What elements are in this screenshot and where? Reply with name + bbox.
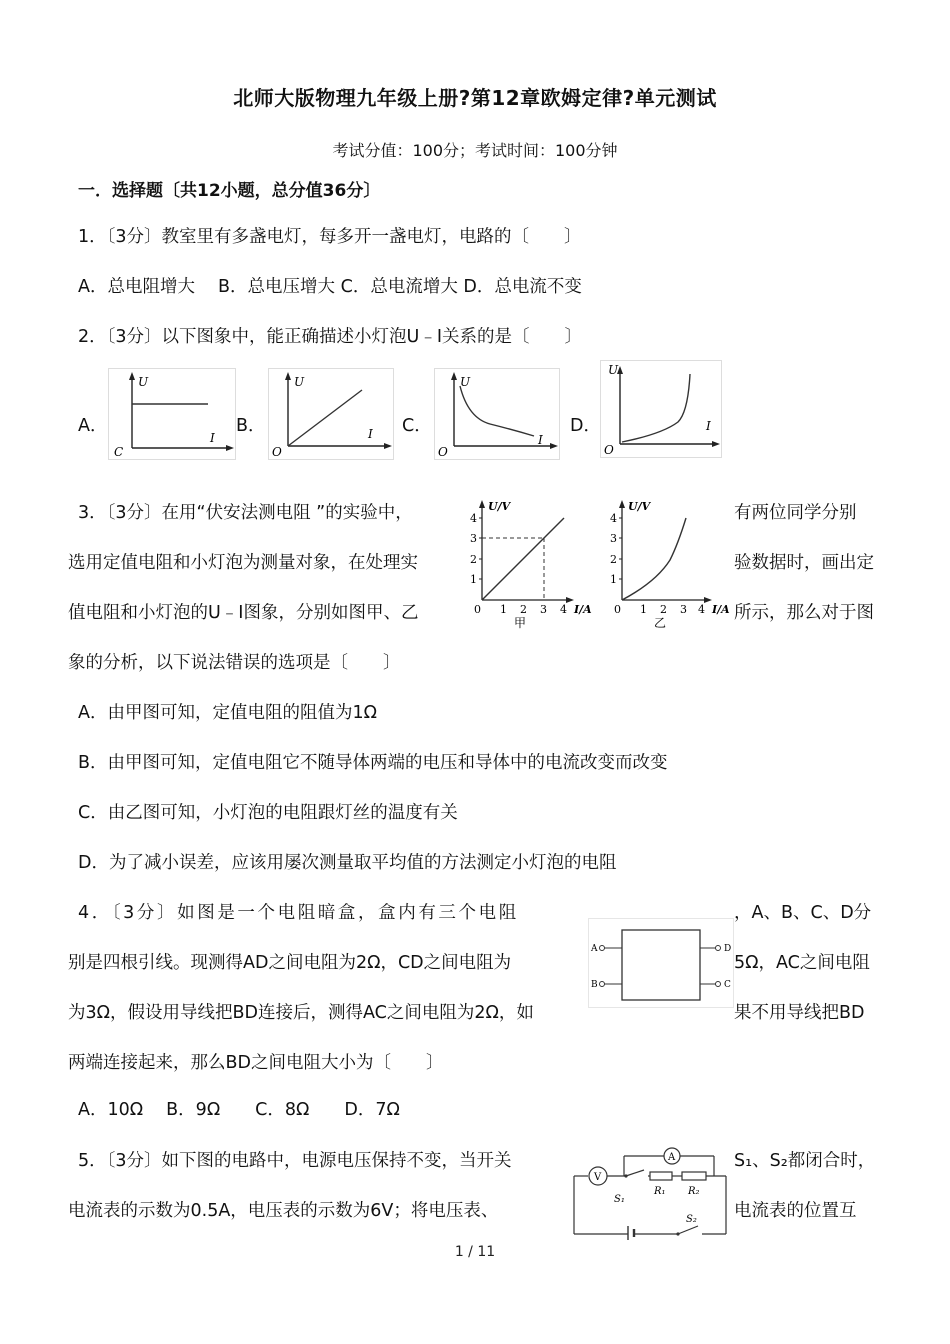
svg-text:I/A: I/A	[712, 603, 730, 616]
origin-label: O	[604, 443, 614, 457]
q2-graph-d	[600, 360, 722, 458]
svg-text:4: 4	[470, 512, 477, 525]
svg-text:I/A: I/A	[574, 603, 592, 616]
q4-line-4: 两端连接起来，那么BD之间电阻大小为〔 〕	[68, 1053, 444, 1073]
svg-text:3: 3	[470, 532, 477, 545]
u-axis-label: U	[460, 375, 471, 389]
svg-text:乙: 乙	[654, 616, 667, 630]
q4-line-2-right: 5Ω，AC之间电阻	[734, 953, 870, 973]
svg-text:3: 3	[680, 603, 687, 616]
svg-text:4: 4	[610, 512, 617, 525]
svg-text:2: 2	[470, 553, 477, 566]
q2-graph-a	[108, 368, 236, 460]
svg-text:C: C	[724, 980, 731, 990]
svg-text:1: 1	[500, 603, 507, 616]
svg-text:A: A	[668, 1152, 676, 1163]
q3-line-1-left: 3．〔3分〕在用“伏安法测电阻 ”的实验中，	[78, 503, 413, 523]
q5-line-1-left: 5．〔3分〕如下图的电路中，电源电压保持不变，当开关	[78, 1151, 512, 1171]
svg-text:D: D	[724, 944, 732, 954]
q3-option-c: C．由乙图可知，小灯泡的电阻跟灯丝的温度有关	[78, 803, 458, 823]
q2-stem: 2．〔3分〕以下图象中，能正确描述小灯泡U﹣I关系的是〔 〕	[78, 327, 582, 347]
q2-option-d-label: D．	[570, 416, 601, 436]
q4-line-2-left: 别是四根引线。现测得AD之间电阻为2Ω，CD之间电阻为	[68, 953, 512, 973]
q5-line-2-left: 电流表的示数为0.5A，电压表的示数为6V；将电压表、	[68, 1201, 499, 1221]
q2-option-c-label: C．	[402, 416, 432, 436]
q4-resistor-box	[588, 918, 734, 1008]
origin-label: O	[272, 445, 282, 459]
q3-line-1-right: 有两位同学分别	[734, 503, 857, 523]
graph-jia	[470, 500, 592, 630]
q3-line-3-right: 所示，那么对于图	[734, 603, 874, 623]
svg-text:R₂: R₂	[688, 1186, 700, 1197]
svg-text:2: 2	[520, 603, 527, 616]
q3-graphs	[464, 496, 732, 630]
q5-line-2-right: 电流表的位置互	[734, 1201, 857, 1221]
svg-text:S₂: S₂	[686, 1214, 697, 1225]
q4-line-3-right: 果不用导线把BD	[734, 1003, 865, 1023]
i-axis-label: I	[538, 433, 543, 447]
q3-line-4: 象的分析，以下说法错误的选项是〔 〕	[68, 653, 401, 673]
q4-options: A．10Ω B．9Ω C．8Ω D．7Ω	[78, 1100, 400, 1120]
svg-text:0: 0	[474, 603, 481, 616]
q3-option-d: D．为了减小误差，应该用屡次测量取平均值的方法测定小灯泡的电阻	[78, 853, 617, 873]
q4-line-3-left: 为3Ω，假设用导线把BD连接后，测得AC之间电阻为2Ω，如	[68, 1003, 534, 1023]
q5-circuit-diagram	[566, 1142, 734, 1240]
svg-text:2: 2	[660, 603, 667, 616]
svg-text:V: V	[594, 1172, 602, 1183]
q2-graph-b	[268, 368, 394, 460]
q3-line-3-left: 值电阻和小灯泡的U﹣I图象，分别如图甲、乙	[68, 603, 419, 623]
svg-text:1: 1	[610, 573, 617, 586]
svg-text:1: 1	[640, 603, 647, 616]
q3-option-a: A．由甲图可知，定值电阻的阻值为1Ω	[78, 703, 377, 723]
svg-text:A: A	[591, 944, 598, 954]
svg-text:4: 4	[560, 603, 567, 616]
q4-line-1-right: ，A、B、C、D分	[734, 903, 872, 923]
q1-stem: 1．〔3分〕教室里有多盏电灯，每多开一盏电灯，电路的〔 〕	[78, 227, 582, 247]
q4-line-1-left: 4．〔3分〕如图是一个电阻暗盒，盒内有三个电阻	[78, 903, 519, 923]
svg-text:4: 4	[698, 603, 705, 616]
svg-text:U/V: U/V	[628, 500, 651, 513]
svg-text:U/V: U/V	[488, 500, 511, 513]
q3-line-2-left: 选用定值电阻和小灯泡为测量对象，在处理实	[68, 553, 418, 573]
svg-text:R₁: R₁	[654, 1186, 666, 1197]
svg-text:3: 3	[610, 532, 617, 545]
q2-option-b-label: B．	[236, 416, 266, 436]
origin-label: O	[438, 445, 448, 459]
svg-text:0: 0	[614, 603, 621, 616]
graph-yi	[610, 500, 730, 630]
svg-text:1: 1	[470, 573, 477, 586]
q2-graph-c	[434, 368, 560, 460]
u-axis-label: U	[138, 375, 149, 389]
svg-text:甲: 甲	[514, 616, 527, 630]
svg-text:S₁: S₁	[614, 1194, 625, 1205]
q5-line-1-right: S₁、S₂都闭合时，	[734, 1151, 876, 1171]
page-title: 北师大版物理九年级上册?第12章欧姆定律?单元测试	[233, 86, 717, 110]
u-axis-label: U	[608, 363, 619, 377]
q2-option-a-label: A．	[78, 416, 108, 436]
i-axis-label: I	[368, 427, 373, 441]
q1-options: A．总电阻增大 B．总电压增大 C．总电流增大 D．总电流不变	[78, 277, 582, 297]
q3-line-2-right: 验数据时，画出定	[734, 553, 874, 573]
svg-text:B: B	[591, 980, 598, 990]
q3-option-b: B．由甲图可知，定值电阻它不随导体两端的电压和导体中的电流改变而改变	[78, 753, 668, 773]
exam-info: 考试分值：100分；考试时间：100分钟	[332, 141, 618, 160]
i-axis-label: I	[210, 431, 215, 445]
svg-text:2: 2	[610, 553, 617, 566]
svg-text:3: 3	[540, 603, 547, 616]
origin-label: C	[114, 445, 124, 459]
section-heading: 一．选择题〔共12小题，总分值36分〕	[78, 181, 381, 201]
i-axis-label: I	[706, 419, 711, 433]
u-axis-label: U	[294, 375, 305, 389]
page-number: 1 / 11	[454, 1244, 496, 1260]
